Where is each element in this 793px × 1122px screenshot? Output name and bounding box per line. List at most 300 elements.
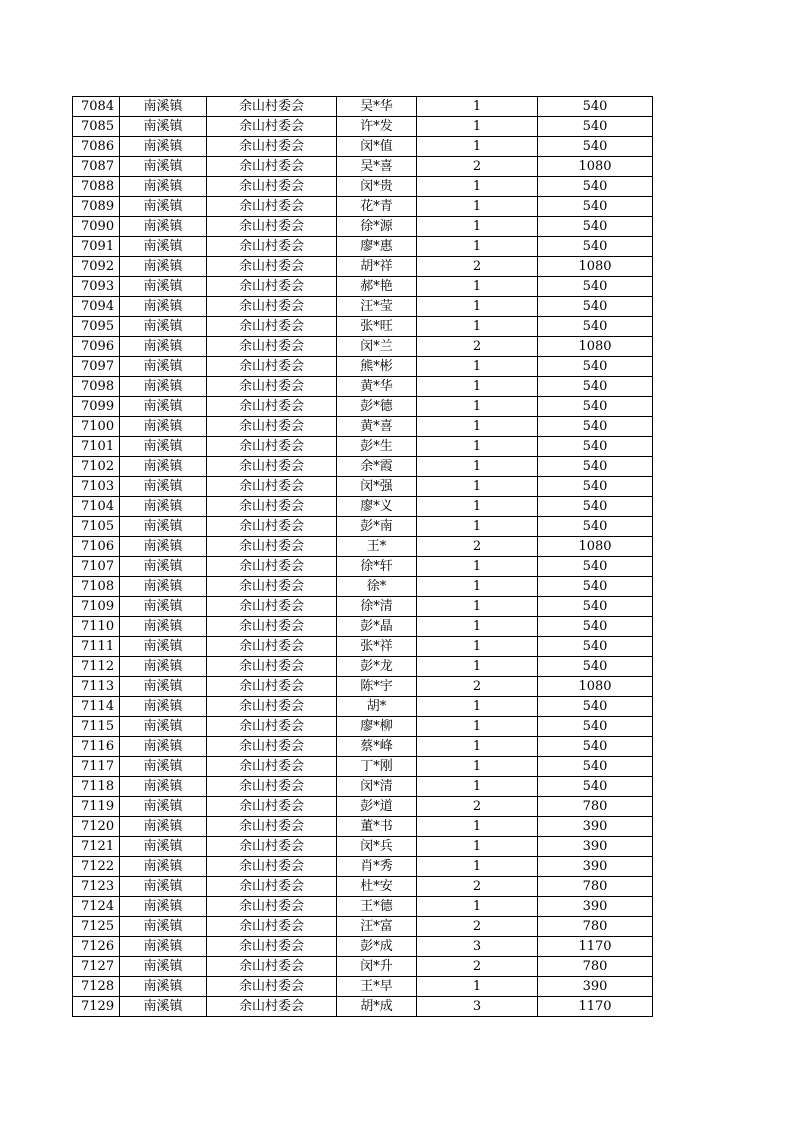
table-row: [73, 757, 653, 777]
amount-cell: 540: [538, 517, 653, 537]
town-cell: 南溪镇: [120, 517, 207, 537]
town-cell: 南溪镇: [120, 177, 207, 197]
name-cell: 徐*清: [337, 597, 417, 617]
row-number-cell: 7118: [73, 777, 120, 797]
village-committee-cell: 余山村委会: [207, 917, 337, 937]
amount-cell: 540: [538, 117, 653, 137]
row-number-cell: 7112: [73, 657, 120, 677]
count-cell: 1: [417, 737, 538, 757]
row-number-cell: 7104: [73, 497, 120, 517]
count-cell: 1: [417, 97, 538, 117]
amount-cell: 540: [538, 417, 653, 437]
amount-cell: 540: [538, 477, 653, 497]
village-committee-cell: 余山村委会: [207, 577, 337, 597]
village-committee-cell: 余山村委会: [207, 517, 337, 537]
name-cell: 花*青: [337, 197, 417, 217]
village-committee-cell: 余山村委会: [207, 637, 337, 657]
count-cell: 1: [417, 297, 538, 317]
amount-cell: 540: [538, 357, 653, 377]
count-cell: 1: [417, 757, 538, 777]
table-row: [73, 577, 653, 597]
amount-cell: 390: [538, 857, 653, 877]
amount-cell: 780: [538, 917, 653, 937]
village-committee-cell: 余山村委会: [207, 897, 337, 917]
count-cell: 2: [417, 957, 538, 977]
town-cell: 南溪镇: [120, 197, 207, 217]
row-number-cell: 7123: [73, 877, 120, 897]
table-row: [73, 797, 653, 817]
village-committee-cell: 余山村委会: [207, 717, 337, 737]
table-row: [73, 277, 653, 297]
town-cell: 南溪镇: [120, 857, 207, 877]
count-cell: 1: [417, 217, 538, 237]
town-cell: 南溪镇: [120, 777, 207, 797]
town-cell: 南溪镇: [120, 937, 207, 957]
name-cell: 黄*华: [337, 377, 417, 397]
count-cell: 1: [417, 457, 538, 477]
table-row: [73, 477, 653, 497]
name-cell: 闵*贵: [337, 177, 417, 197]
name-cell: 许*发: [337, 117, 417, 137]
village-committee-cell: 余山村委会: [207, 237, 337, 257]
town-cell: 南溪镇: [120, 297, 207, 317]
row-number-cell: 7091: [73, 237, 120, 257]
name-cell: 闵*兰: [337, 337, 417, 357]
row-number-cell: 7102: [73, 457, 120, 477]
amount-cell: 390: [538, 977, 653, 997]
count-cell: 1: [417, 317, 538, 337]
town-cell: 南溪镇: [120, 877, 207, 897]
row-number-cell: 7087: [73, 157, 120, 177]
table-row: [73, 917, 653, 937]
village-committee-cell: 余山村委会: [207, 137, 337, 157]
count-cell: 1: [417, 777, 538, 797]
name-cell: 吴*华: [337, 97, 417, 117]
row-number-cell: 7098: [73, 377, 120, 397]
village-committee-cell: 余山村委会: [207, 437, 337, 457]
table-row: [73, 737, 653, 757]
row-number-cell: 7119: [73, 797, 120, 817]
count-cell: 1: [417, 477, 538, 497]
village-committee-cell: 余山村委会: [207, 697, 337, 717]
count-cell: 1: [417, 717, 538, 737]
row-number-cell: 7121: [73, 837, 120, 857]
table-row: [73, 297, 653, 317]
row-number-cell: 7101: [73, 437, 120, 457]
name-cell: 肖*秀: [337, 857, 417, 877]
town-cell: 南溪镇: [120, 817, 207, 837]
village-committee-cell: 余山村委会: [207, 737, 337, 757]
count-cell: 1: [417, 897, 538, 917]
table-row: [73, 497, 653, 517]
table-row: [73, 397, 653, 417]
count-cell: 1: [417, 397, 538, 417]
name-cell: 廖*柳: [337, 717, 417, 737]
table-row: [73, 317, 653, 337]
row-number-cell: 7095: [73, 317, 120, 337]
name-cell: 彭*晶: [337, 617, 417, 637]
count-cell: 1: [417, 697, 538, 717]
row-number-cell: 7113: [73, 677, 120, 697]
amount-cell: 540: [538, 577, 653, 597]
count-cell: 1: [417, 817, 538, 837]
name-cell: 余*霞: [337, 457, 417, 477]
count-cell: 1: [417, 637, 538, 657]
name-cell: 王*德: [337, 897, 417, 917]
name-cell: 郝*艳: [337, 277, 417, 297]
village-committee-cell: 余山村委会: [207, 617, 337, 637]
row-number-cell: 7108: [73, 577, 120, 597]
count-cell: 1: [417, 417, 538, 437]
row-number-cell: 7122: [73, 857, 120, 877]
town-cell: 南溪镇: [120, 837, 207, 857]
name-cell: 彭*成: [337, 937, 417, 957]
town-cell: 南溪镇: [120, 257, 207, 277]
table-body: [73, 97, 653, 1017]
row-number-cell: 7086: [73, 137, 120, 157]
village-committee-cell: 余山村委会: [207, 757, 337, 777]
amount-cell: 1080: [538, 157, 653, 177]
table-row: [73, 257, 653, 277]
amount-cell: 540: [538, 497, 653, 517]
table-row: [73, 457, 653, 477]
count-cell: 2: [417, 677, 538, 697]
name-cell: 吴*喜: [337, 157, 417, 177]
town-cell: 南溪镇: [120, 597, 207, 617]
name-cell: 徐*轩: [337, 557, 417, 577]
name-cell: 董*书: [337, 817, 417, 837]
row-number-cell: 7084: [73, 97, 120, 117]
name-cell: 徐*: [337, 577, 417, 597]
name-cell: 汪*莹: [337, 297, 417, 317]
name-cell: 闵*升: [337, 957, 417, 977]
count-cell: 1: [417, 437, 538, 457]
count-cell: 1: [417, 837, 538, 857]
row-number-cell: 7124: [73, 897, 120, 917]
amount-cell: 540: [538, 137, 653, 157]
count-cell: 2: [417, 877, 538, 897]
amount-cell: 540: [538, 397, 653, 417]
village-committee-cell: 余山村委会: [207, 417, 337, 437]
table-row: [73, 977, 653, 997]
town-cell: 南溪镇: [120, 757, 207, 777]
name-cell: 王*: [337, 537, 417, 557]
table-row: [73, 817, 653, 837]
amount-cell: 780: [538, 797, 653, 817]
row-number-cell: 7114: [73, 697, 120, 717]
row-number-cell: 7085: [73, 117, 120, 137]
amount-cell: 540: [538, 657, 653, 677]
name-cell: 熊*彬: [337, 357, 417, 377]
table-row: [73, 357, 653, 377]
table-row: [73, 117, 653, 137]
row-number-cell: 7126: [73, 937, 120, 957]
village-committee-cell: 余山村委会: [207, 197, 337, 217]
amount-cell: 540: [538, 377, 653, 397]
amount-cell: 540: [538, 197, 653, 217]
village-committee-cell: 余山村委会: [207, 837, 337, 857]
amount-cell: 390: [538, 897, 653, 917]
town-cell: 南溪镇: [120, 437, 207, 457]
row-number-cell: 7094: [73, 297, 120, 317]
name-cell: 彭*道: [337, 797, 417, 817]
village-committee-cell: 余山村委会: [207, 857, 337, 877]
town-cell: 南溪镇: [120, 897, 207, 917]
table-row: [73, 177, 653, 197]
village-committee-cell: 余山村委会: [207, 117, 337, 137]
town-cell: 南溪镇: [120, 217, 207, 237]
table-row: [73, 637, 653, 657]
table-row: [73, 217, 653, 237]
village-committee-cell: 余山村委会: [207, 677, 337, 697]
village-committee-cell: 余山村委会: [207, 477, 337, 497]
table-row: [73, 677, 653, 697]
row-number-cell: 7106: [73, 537, 120, 557]
town-cell: 南溪镇: [120, 137, 207, 157]
count-cell: 1: [417, 597, 538, 617]
table-row: [73, 97, 653, 117]
town-cell: 南溪镇: [120, 477, 207, 497]
town-cell: 南溪镇: [120, 357, 207, 377]
amount-cell: 540: [538, 177, 653, 197]
village-committee-cell: 余山村委会: [207, 957, 337, 977]
table-row: [73, 617, 653, 637]
row-number-cell: 7100: [73, 417, 120, 437]
town-cell: 南溪镇: [120, 957, 207, 977]
row-number-cell: 7115: [73, 717, 120, 737]
town-cell: 南溪镇: [120, 497, 207, 517]
name-cell: 杜*安: [337, 877, 417, 897]
row-number-cell: 7117: [73, 757, 120, 777]
count-cell: 2: [417, 337, 538, 357]
village-committee-cell: 余山村委会: [207, 937, 337, 957]
count-cell: 1: [417, 977, 538, 997]
amount-cell: 390: [538, 837, 653, 857]
village-committee-cell: 余山村委会: [207, 257, 337, 277]
amount-cell: 1170: [538, 997, 653, 1017]
amount-cell: 1170: [538, 937, 653, 957]
amount-cell: 540: [538, 557, 653, 577]
table-row: [73, 377, 653, 397]
amount-cell: 390: [538, 817, 653, 837]
town-cell: 南溪镇: [120, 97, 207, 117]
village-committee-cell: 余山村委会: [207, 377, 337, 397]
row-number-cell: 7093: [73, 277, 120, 297]
village-committee-cell: 余山村委会: [207, 177, 337, 197]
count-cell: 2: [417, 537, 538, 557]
count-cell: 2: [417, 157, 538, 177]
town-cell: 南溪镇: [120, 637, 207, 657]
count-cell: 1: [417, 857, 538, 877]
count-cell: 3: [417, 937, 538, 957]
village-committee-cell: 余山村委会: [207, 337, 337, 357]
table-row: [73, 937, 653, 957]
table-row: [73, 517, 653, 537]
village-committee-cell: 余山村委会: [207, 537, 337, 557]
count-cell: 1: [417, 497, 538, 517]
town-cell: 南溪镇: [120, 697, 207, 717]
town-cell: 南溪镇: [120, 977, 207, 997]
town-cell: 南溪镇: [120, 457, 207, 477]
count-cell: 2: [417, 797, 538, 817]
row-number-cell: 7111: [73, 637, 120, 657]
amount-cell: 540: [538, 237, 653, 257]
name-cell: 徐*源: [337, 217, 417, 237]
amount-cell: 540: [538, 457, 653, 477]
row-number-cell: 7127: [73, 957, 120, 977]
town-cell: 南溪镇: [120, 277, 207, 297]
amount-cell: 1080: [538, 537, 653, 557]
village-committee-cell: 余山村委会: [207, 977, 337, 997]
table-row: [73, 537, 653, 557]
village-committee-cell: 余山村委会: [207, 157, 337, 177]
amount-cell: 540: [538, 297, 653, 317]
village-committee-cell: 余山村委会: [207, 277, 337, 297]
row-number-cell: 7099: [73, 397, 120, 417]
town-cell: 南溪镇: [120, 537, 207, 557]
village-committee-cell: 余山村委会: [207, 97, 337, 117]
table-row: [73, 597, 653, 617]
amount-cell: 540: [538, 637, 653, 657]
town-cell: 南溪镇: [120, 677, 207, 697]
row-number-cell: 7103: [73, 477, 120, 497]
name-cell: 闵*兵: [337, 837, 417, 857]
count-cell: 3: [417, 997, 538, 1017]
name-cell: 汪*富: [337, 917, 417, 937]
table-row: [73, 697, 653, 717]
amount-cell: 540: [538, 717, 653, 737]
village-committee-cell: 余山村委会: [207, 657, 337, 677]
name-cell: 闵*强: [337, 477, 417, 497]
table-row: [73, 717, 653, 737]
name-cell: 闵*清: [337, 777, 417, 797]
name-cell: 胡*祥: [337, 257, 417, 277]
name-cell: 黄*喜: [337, 417, 417, 437]
table-row: [73, 837, 653, 857]
town-cell: 南溪镇: [120, 917, 207, 937]
row-number-cell: 7107: [73, 557, 120, 577]
table-row: [73, 137, 653, 157]
name-cell: 张*祥: [337, 637, 417, 657]
amount-cell: 540: [538, 597, 653, 617]
town-cell: 南溪镇: [120, 317, 207, 337]
name-cell: 彭*生: [337, 437, 417, 457]
name-cell: 廖*惠: [337, 237, 417, 257]
village-committee-cell: 余山村委会: [207, 797, 337, 817]
row-number-cell: 7128: [73, 977, 120, 997]
table-row: [73, 557, 653, 577]
amount-cell: 540: [538, 317, 653, 337]
row-number-cell: 7088: [73, 177, 120, 197]
amount-cell: 540: [538, 777, 653, 797]
town-cell: 南溪镇: [120, 657, 207, 677]
town-cell: 南溪镇: [120, 337, 207, 357]
town-cell: 南溪镇: [120, 737, 207, 757]
village-committee-cell: 余山村委会: [207, 317, 337, 337]
name-cell: 张*旺: [337, 317, 417, 337]
row-number-cell: 7096: [73, 337, 120, 357]
name-cell: 胡*: [337, 697, 417, 717]
amount-cell: 540: [538, 217, 653, 237]
village-committee-cell: 余山村委会: [207, 497, 337, 517]
amount-cell: 540: [538, 437, 653, 457]
name-cell: 丁*刚: [337, 757, 417, 777]
village-committee-cell: 余山村委会: [207, 457, 337, 477]
village-committee-cell: 余山村委会: [207, 557, 337, 577]
table-row: [73, 197, 653, 217]
amount-cell: 780: [538, 957, 653, 977]
table-row: [73, 957, 653, 977]
town-cell: 南溪镇: [120, 157, 207, 177]
table-row: [73, 777, 653, 797]
row-number-cell: 7089: [73, 197, 120, 217]
count-cell: 2: [417, 917, 538, 937]
amount-cell: 540: [538, 617, 653, 637]
table-row: [73, 417, 653, 437]
row-number-cell: 7109: [73, 597, 120, 617]
town-cell: 南溪镇: [120, 717, 207, 737]
town-cell: 南溪镇: [120, 997, 207, 1017]
town-cell: 南溪镇: [120, 417, 207, 437]
count-cell: 1: [417, 117, 538, 137]
amount-cell: 1080: [538, 257, 653, 277]
amount-cell: 540: [538, 757, 653, 777]
name-cell: 胡*成: [337, 997, 417, 1017]
town-cell: 南溪镇: [120, 237, 207, 257]
name-cell: 彭*德: [337, 397, 417, 417]
table-row: [73, 337, 653, 357]
count-cell: 1: [417, 237, 538, 257]
village-committee-cell: 余山村委会: [207, 997, 337, 1017]
amount-cell: 540: [538, 97, 653, 117]
town-cell: 南溪镇: [120, 617, 207, 637]
town-cell: 南溪镇: [120, 377, 207, 397]
row-number-cell: 7090: [73, 217, 120, 237]
name-cell: 蔡*峰: [337, 737, 417, 757]
name-cell: 闵*值: [337, 137, 417, 157]
count-cell: 1: [417, 577, 538, 597]
name-cell: 彭*龙: [337, 657, 417, 677]
count-cell: 2: [417, 257, 538, 277]
row-number-cell: 7116: [73, 737, 120, 757]
count-cell: 1: [417, 197, 538, 217]
name-cell: 彭*南: [337, 517, 417, 537]
table-row: [73, 157, 653, 177]
village-committee-cell: 余山村委会: [207, 817, 337, 837]
village-committee-cell: 余山村委会: [207, 217, 337, 237]
name-cell: 王*早: [337, 977, 417, 997]
row-number-cell: 7105: [73, 517, 120, 537]
table-row: [73, 857, 653, 877]
town-cell: 南溪镇: [120, 397, 207, 417]
village-committee-cell: 余山村委会: [207, 597, 337, 617]
amount-cell: 1080: [538, 337, 653, 357]
town-cell: 南溪镇: [120, 577, 207, 597]
row-number-cell: 7097: [73, 357, 120, 377]
table-row: [73, 997, 653, 1017]
count-cell: 1: [417, 177, 538, 197]
table-row: [73, 237, 653, 257]
count-cell: 1: [417, 377, 538, 397]
row-number-cell: 7129: [73, 997, 120, 1017]
amount-cell: 540: [538, 697, 653, 717]
town-cell: 南溪镇: [120, 557, 207, 577]
row-number-cell: 7110: [73, 617, 120, 637]
count-cell: 1: [417, 657, 538, 677]
table-row: [73, 437, 653, 457]
data-table: [72, 96, 653, 1017]
amount-cell: 1080: [538, 677, 653, 697]
